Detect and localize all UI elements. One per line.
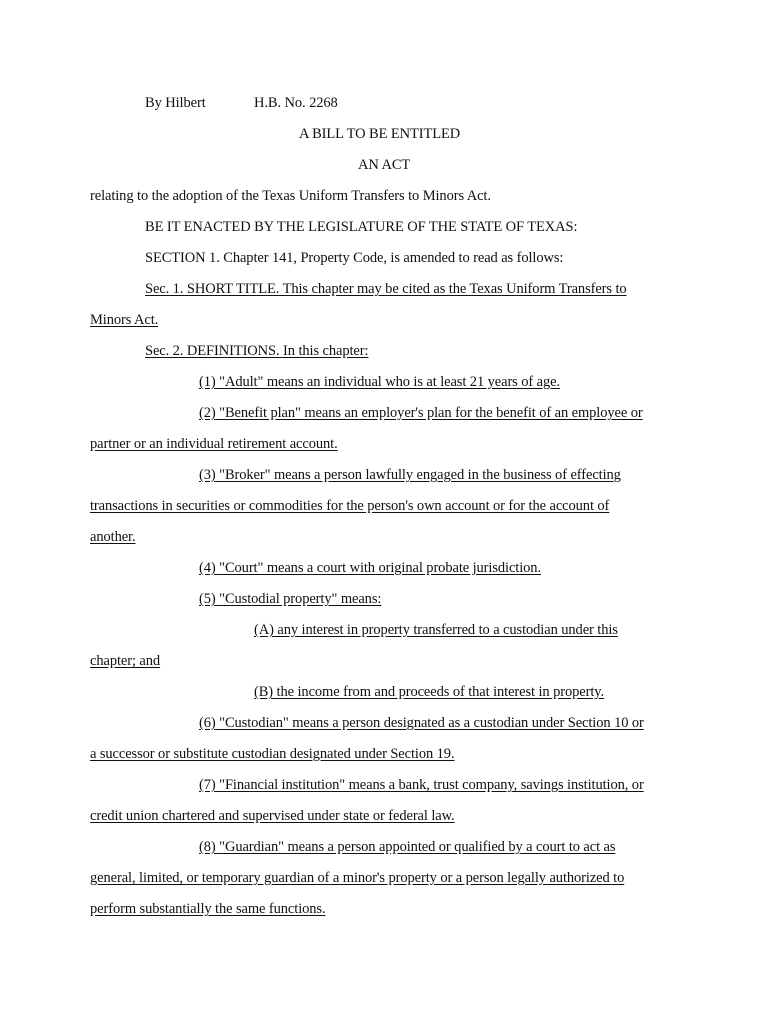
- act-heading: AN ACT: [358, 157, 411, 173]
- body-line: (6) "Custodian" means a person designated as a custodian under Section 10 or: [199, 715, 644, 731]
- body-line: Sec. 1. SHORT TITLE. This chapter may be cited as the Texas Uniform Transfers to: [145, 281, 627, 297]
- body-line: (5) "Custodial property" means:: [199, 591, 382, 607]
- body-line: (2) "Benefit plan" means an employer's plan for the benefit of an employee or: [199, 405, 643, 421]
- body-line: perform substantially the same functions.: [90, 901, 326, 917]
- body-line: (8) "Guardian" means a person appointed or qualified by a court to act as: [199, 839, 616, 855]
- body-line: (1) "Adult" means an individual who is at least 21 years of age.: [199, 374, 560, 390]
- body-line: Sec. 2. DEFINITIONS. In this chapter:: [145, 343, 369, 359]
- enacting-clause: BE IT ENACTED BY THE LEGISLATURE OF THE STATE OF TEXAS:: [145, 219, 578, 235]
- caption-text: relating to the adoption of the Texas Uniform Transfers to Minors Act.: [90, 188, 491, 204]
- bill-number: H.B. No. 2268: [254, 95, 338, 111]
- body-line: (B) the income from and proceeds of that interest in property.: [254, 684, 605, 700]
- section-1-intro: SECTION 1. Chapter 141, Property Code, is amended to read as follows:: [145, 250, 564, 266]
- body-line: transactions in securities or commodities for the person's own account or for the account of: [90, 498, 610, 514]
- body-line: partner or an individual retirement account.: [90, 436, 338, 452]
- body-line: Minors Act.: [90, 312, 159, 328]
- author-line: By Hilbert: [145, 95, 206, 111]
- bill-title: A BILL TO BE ENTITLED: [299, 126, 461, 142]
- body-line: (A) any interest in property transferred to a custodian under this: [254, 622, 618, 638]
- body-line: (3) "Broker" means a person lawfully engaged in the business of effecting: [199, 467, 621, 483]
- body-line: another.: [90, 529, 136, 545]
- body-line: credit union chartered and supervised under state or federal law.: [90, 808, 455, 824]
- body-line: a successor or substitute custodian designated under Section 19.: [90, 746, 455, 762]
- body-line: chapter; and: [90, 653, 161, 669]
- body-line: (7) "Financial institution" means a bank, trust company, savings institution, or: [199, 777, 644, 793]
- body-line: (4) "Court" means a court with original probate jurisdiction.: [199, 560, 541, 576]
- body-line: general, limited, or temporary guardian of a minor's property or a person legally authorized to: [90, 870, 625, 886]
